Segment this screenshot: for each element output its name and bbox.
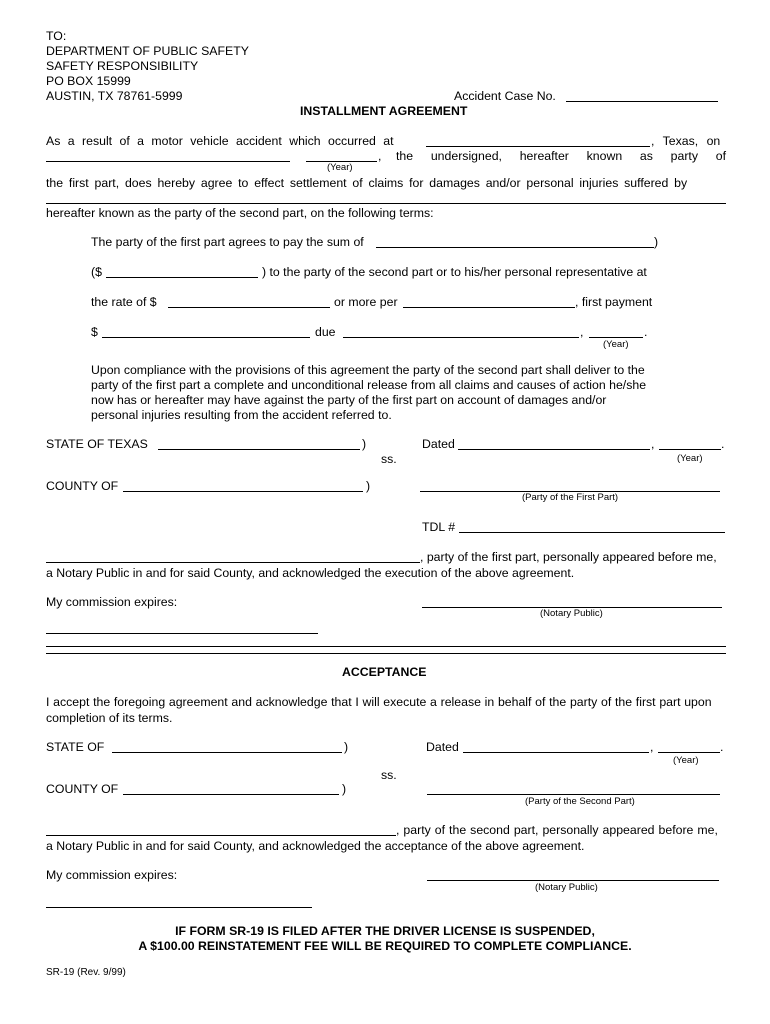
compliance-line: now has or hereafter may have against the party of the first part on account of damages and/or [91,393,607,407]
due-year-caption: (Year) [603,339,629,350]
accident-case-label: Accident Case No. [454,89,556,103]
commission-expires-field-2[interactable] [46,907,312,908]
notary-caption-2: (Notary Public) [535,882,598,893]
notary-signature-line-2[interactable] [427,880,719,881]
dated-year-caption-1: (Year) [677,453,703,464]
state-field-1[interactable] [158,449,360,450]
compliance-line: Upon compliance with the provisions of this agreement the party of the second part shall deliver to the [91,363,645,377]
county-paren-1: ) [366,479,371,493]
dated-comma-2: , [650,740,654,754]
second-party-name-field-2[interactable] [46,835,396,836]
tdl-field[interactable] [459,532,725,533]
intro-comma: , [378,149,382,163]
dated-year-field-2[interactable] [658,752,720,753]
payment-dollar: $ [91,325,98,339]
first-party-name-field[interactable] [46,562,420,563]
acceptance-title: ACCEPTANCE [342,665,427,679]
county-label-2: COUNTY OF [46,782,119,796]
dated-period-1: . [721,437,725,451]
commission-expires-field-1[interactable] [46,633,318,634]
acceptance-text-2: completion of its terms. [46,711,173,725]
form-id: SR-19 (Rev. 9/99) [46,967,126,978]
intro-word: known [586,149,623,163]
rate-per-label: or more per [334,295,398,309]
dated-label-2: Dated [426,740,459,754]
sum-words-field[interactable] [376,247,654,248]
acknowledged-text-2: a Notary Public in and for said County, and acknowledged the acceptance of the above agreement. [46,839,585,853]
sum-close-paren: ) [654,235,659,249]
state-label-2: STATE OF [46,740,105,754]
separator-line [46,653,726,654]
address-to: TO: [46,29,67,43]
intro-word: hereafter [519,149,569,163]
acceptance-text-1: I accept the foregoing agreement and acknowledge that I will execute a release in behalf of the party of the first part upon [46,695,712,709]
intro-word: the [396,149,414,163]
second-party-caption: (Party of the Second Part) [525,796,635,807]
intro-line1-end: , Texas, on [651,134,721,148]
due-date-field[interactable] [343,337,579,338]
form-title: INSTALLMENT AGREEMENT [300,104,468,118]
dated-label-1: Dated [422,437,455,451]
sum-label: The party of the first part agrees to pay the sum of [91,235,364,249]
dated-field-2[interactable] [463,752,649,753]
intro-word: undersigned, [430,149,502,163]
rate-label: the rate of $ [91,295,157,309]
state-paren-2: ) [344,740,349,754]
county-field-2[interactable] [123,794,339,795]
intro-word: as [639,149,653,163]
first-party-caption: (Party of the First Part) [522,492,619,503]
intro-line3: the first part, does hereby agree to effect settlement of claims for damages and/or personal injuries suffered by [46,176,688,190]
address-department: DEPARTMENT OF PUBLIC SAFETY [46,44,249,58]
intro-line2-words [396,149,726,164]
dollar-open: ($ [91,265,102,279]
rate-amount-field[interactable] [168,307,330,308]
intro-line1: As a result of a motor vehicle accident which occurred at [46,134,394,148]
rate-period-field[interactable] [403,307,575,308]
ss-label-2: ss. [381,768,397,782]
state-of-texas-label: STATE OF TEXAS [46,437,148,451]
due-year-field[interactable] [589,337,643,338]
compliance-line: party of the first part a complete and unconditional release from all claims and causes of action he/she [91,378,647,392]
commission-label-2: My commission expires: [46,868,178,882]
accident-date-field[interactable] [46,161,290,162]
appeared-text-2: , party of the second part, personally appeared before me, [396,823,718,837]
warning-line-2: A $100.00 REINSTATEMENT FEE WILL BE REQUIRED TO COMPLETE COMPLIANCE. [138,939,632,953]
dated-field-1[interactable] [458,449,650,450]
accident-location-field[interactable] [426,146,650,147]
second-party-signature-line[interactable] [427,794,720,795]
intro-line4: hereafter known as the party of the second part, on the following terms: [46,206,434,220]
county-field-1[interactable] [123,491,363,492]
due-period: . [644,325,648,339]
commission-label-1: My commission expires: [46,595,178,609]
ss-label-1: ss. [381,452,397,466]
warning-line-1: IF FORM SR-19 IS FILED AFTER THE DRIVER LICENSE IS SUSPENDED, [175,924,595,938]
address-unit: SAFETY RESPONSIBILITY [46,59,199,73]
state-paren-1: ) [362,437,367,451]
county-label-1: COUNTY OF [46,479,119,493]
intro-word: party [670,149,698,163]
due-comma: , [580,325,584,339]
accident-case-field[interactable] [566,101,718,102]
address-city: AUSTIN, TX 78761-5999 [46,89,183,103]
acknowledged-text-1: a Notary Public in and for said County, and acknowledged the execution of the above agreement. [46,566,575,580]
sum-amount-field[interactable] [106,277,258,278]
notary-caption-1: (Notary Public) [540,608,603,619]
state-field-2[interactable] [112,752,342,753]
tdl-label: TDL # [422,520,456,534]
dollar-text: ) to the party of the second part or to his/her personal representative at [262,265,647,279]
intro-word: of [715,149,726,163]
compliance-line: personal injuries resulting from the accident referred to. [91,408,392,422]
due-label: due [315,325,336,339]
dated-year-caption-2: (Year) [673,755,699,766]
dated-period-2: . [720,740,724,754]
second-party-name-field[interactable] [46,203,726,204]
year-caption: (Year) [327,162,353,173]
address-po-box: PO BOX 15999 [46,74,131,88]
separator-line [46,646,726,647]
dated-comma-1: , [651,437,655,451]
appeared-text-1: , party of the first part, personally appeared before me, [420,550,717,564]
county-paren-2: ) [342,782,347,796]
first-payment-amount-field[interactable] [102,337,310,338]
first-payment-label: , first payment [575,295,653,309]
dated-year-field-1[interactable] [659,449,721,450]
